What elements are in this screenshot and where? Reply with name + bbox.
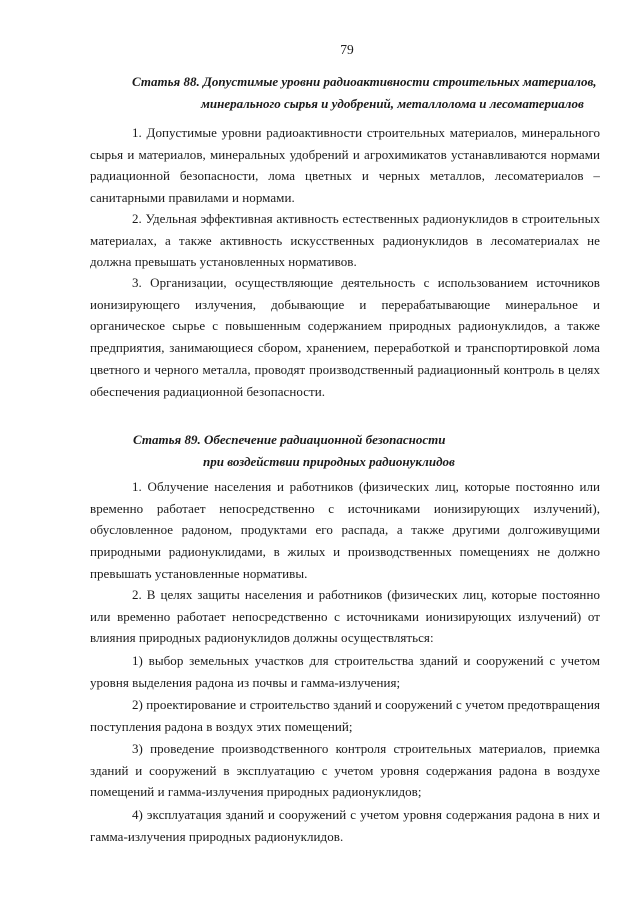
article-89-list-item-1: 1) выбор земельных участков для строительства зданий и сооружений с учетом уровня выделения радона из почвы и гамма-излучения; xyxy=(90,653,600,690)
article-89-title-line1: Статья 89. Обеспечение радиационной безопасности xyxy=(133,432,446,447)
article-89-list-item-3: 3) проведение производственного контроля строительных материалов, приемка зданий и сооружений в эксплуатацию с учетом уровня содержания радона в воздухе помещений и гамма-излучения природных радионуклидов; xyxy=(90,741,600,800)
article-89-list-item-4: 4) эксплуатация зданий и сооружений с учетом уровня содержания радона в них и гамма-излучения природных радионуклидов. xyxy=(90,807,600,844)
article-89-list-item-2: 2) проектирование и строительство зданий и сооружений с учетом предотвращения поступления радона в воздух этих помещений; xyxy=(90,697,600,734)
article-89-paragraph-1: 1. Облучение населения и работников (физических лиц, которые постоянно или временно работает непосредственно с источниками ионизирующих излучений), обусловленное радоном, продуктами его распада, а также другими долгоживущими природными радионуклидами, в жилых и производственных помещениях не должно превышать установленные нормативы. xyxy=(90,479,600,581)
article-88-heading xyxy=(0,72,640,116)
page-number: 79 xyxy=(340,42,354,57)
article-89-heading xyxy=(0,430,640,474)
article-88-paragraph-1: 1. Допустимые уровни радиоактивности строительных материалов, минерального сырья и материалов, минеральных удобрений и агрохимикатов устанавливаются нормами радиационной безопасности, лома цветных и черных металлов, лесоматериалов – санитарными правилами и нормами. xyxy=(90,125,600,206)
article-88-paragraph-3: 3. Организации, осуществляющие деятельность с использованием источников ионизирующего излучения, добывающие и перерабатывающие минеральное и органическое сырье с повышенным содержанием природных радионуклидов, а также предприятия, занимающиеся сбором, хранением, переработкой и транспортировкой лома цветного и черного металла, проводят производственный радиационный контроль в целях обеспечения радиационной безопасности. xyxy=(90,275,600,399)
article-88-title-line1: Статья 88. Допустимые уровни радиоактивности строительных материалов, xyxy=(132,74,597,89)
article-88-title-line2: минерального сырья и удобрений, металлолома и лесоматериалов xyxy=(201,96,584,111)
article-89-title-line2: при воздействии природных радионуклидов xyxy=(203,454,455,469)
article-89-paragraph-2: 2. В целях защиты населения и работников (физических лиц, которые постоянно или временно работает непосредственно с источниками ионизирующих излучений) от влияния природных радионуклидов должны осуществляться: xyxy=(90,587,600,646)
article-88-paragraph-2: 2. Удельная эффективная активность естественных радионуклидов в строительных материалах, а также активность искусственных радионуклидов в лесоматериалах не должна превышать установленных нормативов. xyxy=(90,211,600,270)
